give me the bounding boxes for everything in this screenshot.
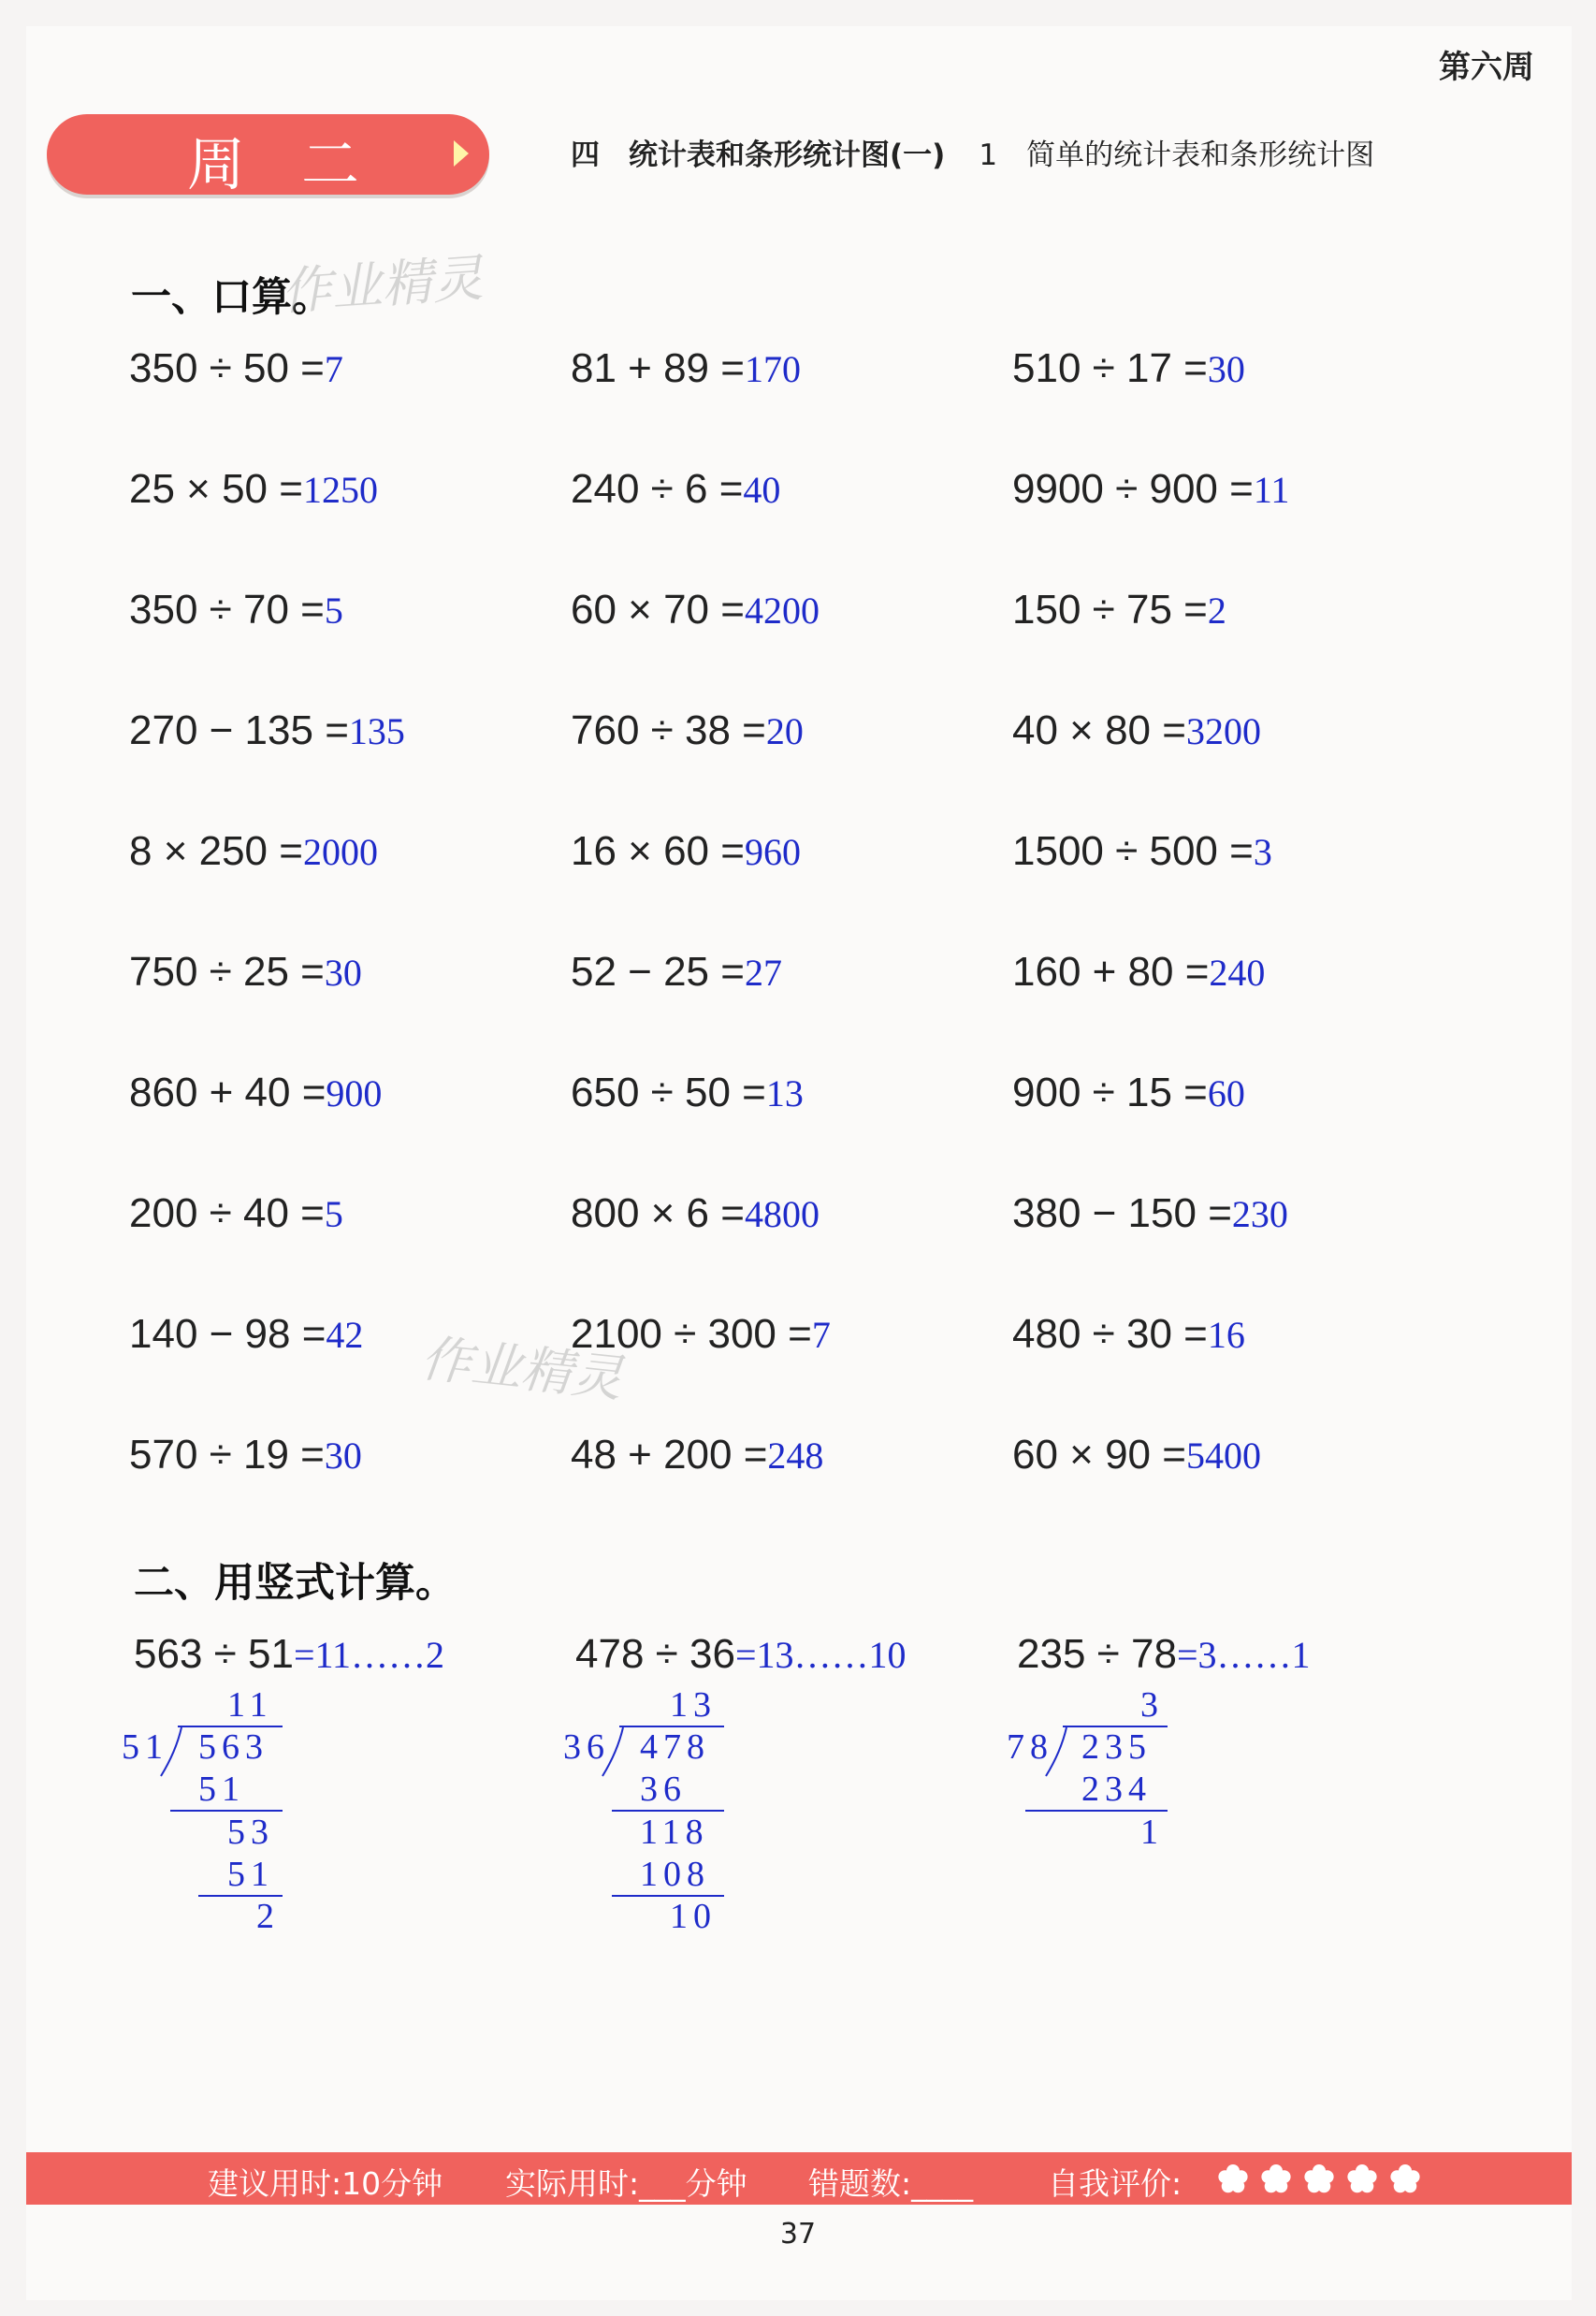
math-answer: 3200 (1185, 710, 1261, 752)
problem-answer: =11……2 (293, 1634, 445, 1676)
division-bracket (599, 1724, 627, 1780)
math-expression: 60 × 70 = (571, 587, 745, 633)
quotient: 11 (227, 1685, 273, 1725)
math-expression: 40 × 80 = (1012, 707, 1186, 753)
math-answer: 5 (324, 1193, 343, 1235)
math-answer: 20 (765, 710, 804, 752)
mental-math-item (571, 344, 801, 392)
math-expression: 750 ÷ 25 = (129, 949, 325, 995)
divisor: 78 (1007, 1727, 1053, 1767)
math-answer: 60 (1207, 1072, 1245, 1114)
math-expression: 570 ÷ 19 = (129, 1432, 325, 1478)
lesson-title: 1 简单的统计表和条形统计图 (979, 138, 1375, 172)
rating-flowers (1214, 2163, 1429, 2203)
math-answer: 5400 (1185, 1435, 1261, 1477)
math-answer: 170 (744, 348, 801, 390)
divisor: 51 (122, 1727, 168, 1767)
math-expression: 860 + 40 = (129, 1070, 326, 1115)
math-expression: 81 + 89 = (571, 345, 745, 391)
mental-math-item (1012, 1310, 1245, 1358)
mental-math-item (129, 827, 378, 875)
math-answer: 4200 (744, 590, 820, 632)
step: 51 (227, 1855, 274, 1894)
problem-expression: 235 ÷ 78 (1017, 1631, 1177, 1677)
flower-icon[interactable] (1343, 2163, 1381, 2195)
flower-icon[interactable] (1386, 2163, 1424, 2195)
step: 234 (1081, 1770, 1152, 1809)
mental-math-item (571, 948, 782, 996)
problem-line (1017, 1630, 1311, 1678)
remainder: 2 (256, 1897, 280, 1936)
math-answer: 5 (324, 590, 343, 632)
math-answer: 40 (743, 469, 781, 511)
mental-math-item (571, 1431, 823, 1478)
suggested-time: 建议用时:10分钟 (208, 2165, 443, 2202)
math-expression: 380 − 150 = (1012, 1190, 1232, 1236)
watermark: 作业精灵 (417, 1328, 626, 1409)
problem-expression: 478 ÷ 36 (575, 1631, 735, 1677)
mental-math-item (571, 1189, 820, 1237)
math-expression: 16 × 60 = (571, 828, 745, 874)
mental-math-item (571, 827, 801, 875)
remainder: 10 (670, 1897, 717, 1936)
math-answer: 900 (326, 1072, 383, 1114)
mental-math-item (129, 1189, 343, 1237)
mental-math-item (129, 1310, 363, 1358)
step: 118 (640, 1813, 709, 1852)
step: 51 (198, 1770, 245, 1809)
watermark: 作业精灵 (279, 248, 486, 322)
math-expression: 25 × 50 = (129, 466, 303, 512)
math-answer: 13 (765, 1072, 804, 1114)
math-expression: 160 + 80 = (1012, 949, 1210, 995)
mental-math-item (129, 344, 343, 392)
math-answer: 248 (767, 1435, 824, 1477)
math-expression: 200 ÷ 40 = (129, 1190, 325, 1236)
math-answer: 30 (324, 952, 362, 994)
math-expression: 650 ÷ 50 = (571, 1070, 766, 1115)
flower-icon[interactable] (1300, 2163, 1338, 2195)
problem-answer: =13……10 (734, 1634, 907, 1676)
math-answer: 135 (348, 710, 405, 752)
error-count: 错题数:____ (808, 2165, 974, 2202)
mental-math-item (1012, 948, 1265, 996)
math-expression: 480 ÷ 30 = (1012, 1311, 1208, 1357)
mental-math-item (571, 1310, 831, 1358)
mental-math-item (571, 586, 820, 634)
mental-math-item (571, 465, 780, 513)
math-expression: 270 − 135 = (129, 707, 349, 753)
math-answer: 42 (326, 1314, 364, 1356)
unit-title: 四 统计表和条形统计图(一) (571, 138, 946, 172)
dividend: 235 (1081, 1727, 1152, 1767)
math-expression: 760 ÷ 38 = (571, 707, 766, 753)
mental-math-item (1012, 344, 1245, 392)
math-answer: 16 (1207, 1314, 1245, 1356)
problem-line (575, 1630, 907, 1678)
math-expression: 2100 ÷ 300 = (571, 1311, 812, 1357)
mental-math-item (1012, 1431, 1261, 1478)
math-answer: 240 (1209, 952, 1266, 994)
math-expression: 350 ÷ 50 = (129, 345, 325, 391)
division-bracket (1042, 1724, 1070, 1780)
unit-heading (571, 131, 1374, 173)
flower-icon[interactable] (1214, 2163, 1252, 2195)
math-expression: 510 ÷ 17 = (1012, 345, 1208, 391)
step: 36 (640, 1770, 687, 1809)
math-answer: 7 (324, 348, 343, 390)
math-answer: 2000 (302, 831, 378, 873)
mental-math-item (129, 706, 405, 754)
mental-math-item (129, 948, 362, 996)
mental-math-item (571, 1069, 804, 1116)
quotient: 13 (670, 1685, 717, 1725)
math-answer: 3 (1253, 831, 1272, 873)
math-answer: 27 (744, 952, 782, 994)
mental-math-item (1012, 1069, 1245, 1116)
math-expression: 52 − 25 = (571, 949, 745, 995)
division-bracket (157, 1724, 185, 1780)
math-expression: 900 ÷ 15 = (1012, 1070, 1208, 1115)
math-expression: 800 × 6 = (571, 1190, 745, 1236)
problem-expression: 563 ÷ 51 (134, 1631, 294, 1677)
math-expression: 60 × 90 = (1012, 1432, 1186, 1478)
math-expression: 9900 ÷ 900 = (1012, 466, 1254, 512)
math-answer: 7 (811, 1314, 831, 1356)
math-answer: 30 (1207, 348, 1245, 390)
math-answer: 230 (1231, 1193, 1288, 1235)
week-label: 第六周 (1439, 49, 1534, 86)
mental-math-item (1012, 586, 1226, 634)
day-tab (47, 114, 489, 198)
day-label: 周二 (187, 130, 416, 198)
divisor: 36 (563, 1727, 610, 1767)
mental-math-item (129, 1431, 362, 1478)
math-expression: 1500 ÷ 500 = (1012, 828, 1254, 874)
math-answer: 2 (1207, 590, 1226, 632)
step: 53 (227, 1813, 274, 1852)
math-expression: 8 × 250 = (129, 828, 303, 874)
mental-math-item (1012, 1189, 1288, 1237)
flower-icon[interactable] (1257, 2163, 1295, 2195)
mental-math-item (129, 586, 343, 634)
problem-answer: =3……1 (1176, 1634, 1311, 1676)
math-answer: 4800 (744, 1193, 820, 1235)
mental-math-item (1012, 465, 1289, 513)
math-expression: 140 − 98 = (129, 1311, 326, 1357)
math-answer: 30 (324, 1435, 362, 1477)
arrow-right-icon (454, 140, 469, 167)
step: 108 (640, 1855, 710, 1894)
math-answer: 960 (744, 831, 801, 873)
mental-math-item (129, 465, 378, 513)
mental-math-item (1012, 706, 1261, 754)
math-answer: 1250 (302, 469, 378, 511)
page-number: 37 (779, 2218, 817, 2250)
remainder: 1 (1140, 1813, 1164, 1852)
dividend: 478 (640, 1727, 710, 1767)
math-expression: 350 ÷ 70 = (129, 587, 325, 633)
mental-math-item (1012, 827, 1272, 875)
section1-title: 一、口算。 (131, 274, 332, 321)
dividend: 563 (198, 1727, 268, 1767)
self-eval-label: 自我评价: (1048, 2165, 1182, 2202)
problem-line (134, 1630, 444, 1678)
mental-math-item (129, 1069, 382, 1116)
actual-time: 实际用时:___分钟 (505, 2165, 747, 2202)
math-expression: 48 + 200 = (571, 1432, 768, 1478)
quotient: 3 (1140, 1685, 1164, 1725)
section2-title: 二、用竖式计算。 (134, 1560, 456, 1607)
math-expression: 150 ÷ 75 = (1012, 587, 1208, 633)
math-expression: 240 ÷ 6 = (571, 466, 744, 512)
mental-math-item (571, 706, 804, 754)
math-answer: 11 (1253, 469, 1290, 511)
footer-bar (26, 2152, 1572, 2205)
